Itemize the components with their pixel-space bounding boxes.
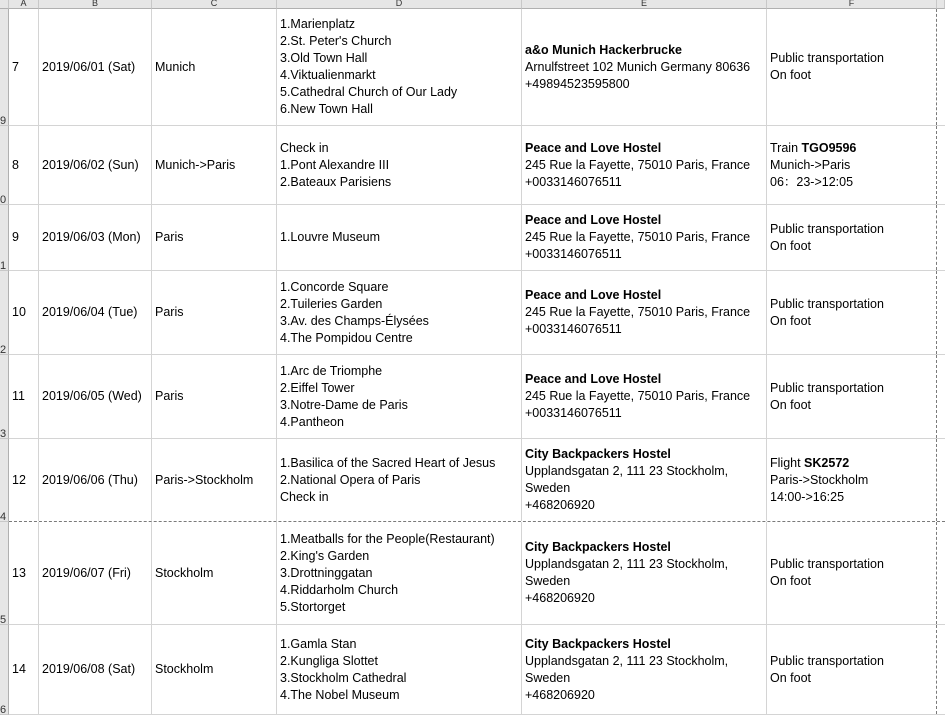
- transport-line: [770, 556, 936, 573]
- transport-text: On foot: [770, 238, 811, 253]
- column-header-d[interactable]: D: [277, 0, 522, 9]
- itinerary-cell[interactable]: [277, 355, 522, 438]
- transport-line: [770, 296, 936, 313]
- hotel-detail-line: +0033146076511: [525, 174, 622, 189]
- row-header-5[interactable]: [0, 355, 9, 439]
- row-header-label: 1: [0, 260, 7, 271]
- transport-line: [770, 472, 936, 489]
- date-text: 2019/06/01 (Sat): [42, 59, 136, 74]
- transport-cell[interactable]: [767, 625, 937, 714]
- transport-cell[interactable]: [767, 9, 937, 125]
- itinerary-cell[interactable]: [277, 625, 522, 714]
- transport-text: Public transportation: [770, 51, 884, 65]
- row-header-label: 6: [0, 704, 7, 715]
- row-header-label: 2: [0, 344, 7, 355]
- hotel-detail-line: +468206920: [525, 687, 595, 702]
- table-row: [9, 625, 945, 715]
- itinerary-line: 1.Concorde Square: [280, 279, 389, 294]
- table-row: [9, 355, 945, 439]
- hotel-detail-line: +468206920: [525, 591, 595, 605]
- column-header-f[interactable]: F: [767, 0, 937, 9]
- accommodation-cell[interactable]: [522, 355, 767, 438]
- itinerary-line: 1.Arc de Triomphe: [280, 363, 383, 378]
- hotel-detail-line: +49894523595800: [525, 76, 630, 91]
- hotel-detail-line: +0033146076511: [525, 406, 622, 420]
- table-row: [9, 522, 945, 625]
- empty-cell[interactable]: [937, 271, 945, 354]
- column-header-e[interactable]: E: [522, 0, 767, 9]
- hotel-detail-line: Arnulfstreet 102 Munich Germany 80636: [525, 59, 751, 74]
- column-header-c[interactable]: C: [152, 0, 277, 9]
- table-row: [9, 439, 945, 522]
- column-header-a[interactable]: A: [9, 0, 39, 9]
- transport-line: [770, 157, 936, 174]
- date-text: 2019/06/06 (Thu): [42, 472, 138, 487]
- hotel-name: Peace and Love Hostel: [525, 140, 662, 155]
- date-text: 2019/06/05 (Wed): [42, 389, 142, 403]
- hotel-detail-line: 245 Rue la Fayette, 75010 Paris, France: [525, 389, 751, 403]
- transport-cell[interactable]: [767, 522, 937, 624]
- itinerary-line: 2.Bateaux Parisiens: [280, 174, 392, 189]
- day-number-cell[interactable]: [9, 522, 39, 624]
- day-number: 9: [12, 230, 19, 244]
- empty-cell[interactable]: [937, 9, 945, 125]
- day-number: 11: [12, 389, 25, 403]
- date-text: 2019/06/02 (Sun): [42, 157, 139, 172]
- itinerary-line: 5.Stortorget: [280, 599, 346, 614]
- date-cell[interactable]: [39, 355, 152, 438]
- date-cell[interactable]: [39, 439, 152, 521]
- itinerary-line: 5.Cathedral Church of Our Lady: [280, 85, 458, 99]
- accommodation-cell[interactable]: [522, 205, 767, 270]
- row-header-label: 4: [0, 511, 7, 522]
- day-number-cell[interactable]: [9, 355, 39, 438]
- city-cell[interactable]: [152, 271, 277, 354]
- itinerary-line: 3.Stockholm Cathedral: [280, 670, 407, 685]
- column-header-b[interactable]: B: [39, 0, 152, 9]
- hotel-name: Peace and Love Hostel: [525, 372, 662, 386]
- hotel-detail-line: +0033146076511: [525, 247, 622, 261]
- date-cell[interactable]: [39, 126, 152, 204]
- date-cell[interactable]: [39, 522, 152, 624]
- city-cell[interactable]: [152, 205, 277, 270]
- table-row: [9, 126, 945, 205]
- day-number: 8: [12, 157, 19, 172]
- city-cell[interactable]: [152, 439, 277, 521]
- itinerary-cell[interactable]: [277, 522, 522, 624]
- transport-text: On foot: [770, 574, 811, 588]
- itinerary-line: 2.Tuileries Garden: [280, 296, 383, 311]
- itinerary-line: 4.Riddarholm Church: [280, 582, 399, 597]
- transport-cell[interactable]: [767, 439, 937, 521]
- itinerary-line: 1.Meatballs for the People(Restaurant): [280, 531, 495, 546]
- transport-text: Public transportation: [770, 296, 884, 311]
- row-header-3[interactable]: [0, 205, 9, 271]
- transport-text: Flight: [770, 455, 805, 470]
- accommodation-cell[interactable]: [522, 625, 767, 714]
- city-cell[interactable]: [152, 522, 277, 624]
- transport-text: On foot: [770, 397, 811, 412]
- day-number-cell[interactable]: [9, 625, 39, 714]
- city-cell[interactable]: [152, 9, 277, 125]
- accommodation-cell[interactable]: [522, 126, 767, 204]
- transport-text: Public transportation: [770, 221, 884, 236]
- itinerary-line: 4.The Pompidou Centre: [280, 330, 413, 345]
- hotel-name: City Backpackers Hostel: [525, 540, 671, 554]
- transport-line: [770, 489, 936, 506]
- row-header-4[interactable]: [0, 271, 9, 355]
- transport-text: Public transportation: [770, 653, 884, 668]
- row-header-label: 3: [0, 428, 7, 439]
- itinerary-cell[interactable]: [277, 126, 522, 204]
- hotel-detail-line: 245 Rue la Fayette, 75010 Paris, France: [525, 230, 751, 244]
- date-cell[interactable]: [39, 271, 152, 354]
- city-text: Paris->Stockholm: [155, 472, 254, 487]
- transport-line: [770, 67, 936, 84]
- itinerary-cell[interactable]: [277, 9, 522, 125]
- row-header-2[interactable]: [0, 126, 9, 205]
- day-number: 7: [12, 59, 19, 74]
- itinerary-cell[interactable]: [277, 205, 522, 270]
- transport-text: Munich->Paris: [770, 157, 851, 172]
- column-header-g[interactable]: [937, 0, 945, 9]
- transport-text: On foot: [770, 670, 811, 685]
- itinerary-line: 3.Old Town Hall: [280, 51, 368, 65]
- date-cell[interactable]: [39, 205, 152, 270]
- day-number: 12: [12, 472, 26, 487]
- date-cell[interactable]: [39, 625, 152, 714]
- itinerary-cell[interactable]: [277, 439, 522, 521]
- date-cell[interactable]: [39, 9, 152, 125]
- day-number: 14: [12, 662, 26, 676]
- city-text: Paris: [155, 230, 184, 244]
- transport-line: [770, 50, 936, 67]
- itinerary-line: 1.Gamla Stan: [280, 636, 357, 651]
- itinerary-line: 2.St. Peter's Church: [280, 34, 392, 48]
- transport-line: [770, 455, 936, 472]
- transport-code: TGO9596: [801, 140, 857, 155]
- city-text: Munich->Paris: [155, 157, 236, 172]
- row-header-6[interactable]: [0, 439, 9, 522]
- row-header-label: 0: [0, 194, 7, 205]
- empty-cell[interactable]: [937, 126, 945, 204]
- transport-cell[interactable]: [767, 355, 937, 438]
- empty-cell[interactable]: [937, 522, 945, 624]
- transport-line: [770, 313, 936, 330]
- table-row: [9, 9, 945, 126]
- city-cell[interactable]: [152, 625, 277, 714]
- itinerary-line: 3.Notre-Dame de Paris: [280, 397, 408, 412]
- itinerary-line: 1.Marienplatz: [280, 17, 356, 31]
- day-number-cell[interactable]: [9, 126, 39, 204]
- row-header-label: 9: [0, 115, 7, 126]
- date-text: 2019/06/08 (Sat): [42, 662, 136, 676]
- hotel-detail-line: 245 Rue la Fayette, 75010 Paris, France: [525, 157, 751, 172]
- city-text: Stockholm: [155, 662, 214, 676]
- city-text: Paris: [155, 389, 184, 403]
- transport-line: [770, 140, 936, 157]
- empty-cell[interactable]: [937, 625, 945, 714]
- transport-text: Train: [770, 140, 802, 155]
- hotel-detail-line: +468206920: [525, 498, 595, 512]
- day-number: 10: [12, 305, 26, 319]
- hotel-name: City Backpackers Hostel: [525, 636, 671, 651]
- transport-line: [770, 653, 936, 670]
- transport-line: [770, 238, 936, 255]
- accommodation-cell[interactable]: [522, 271, 767, 354]
- accommodation-cell[interactable]: [522, 9, 767, 125]
- transport-cell[interactable]: [767, 271, 937, 354]
- itinerary-line: 4.Viktualienmarkt: [280, 68, 376, 82]
- itinerary-line: 4.Pantheon: [280, 414, 344, 429]
- hotel-detail-line: Upplandsgatan 2, 111 23 Stockholm,: [525, 653, 729, 668]
- empty-cell[interactable]: [937, 439, 945, 521]
- transport-code: SK2572: [804, 455, 850, 470]
- transport-text: Public transportation: [770, 380, 884, 395]
- accommodation-cell[interactable]: [522, 522, 767, 624]
- itinerary-line: 2.Eiffel Tower: [280, 380, 355, 395]
- row-header-label: 5: [0, 614, 7, 625]
- day-number-cell[interactable]: [9, 9, 39, 125]
- transport-line: [770, 573, 936, 590]
- table-row: [9, 205, 945, 271]
- hotel-name: City Backpackers Hostel: [525, 447, 671, 461]
- day-number-cell[interactable]: [9, 271, 39, 354]
- city-text: Paris: [155, 305, 184, 319]
- itinerary-line: 4.The Nobel Museum: [280, 687, 400, 702]
- date-text: 2019/06/04 (Tue): [42, 305, 138, 319]
- transport-text: On foot: [770, 68, 811, 82]
- itinerary-line: 6.New Town Hall: [280, 102, 373, 116]
- hotel-detail-line: Sweden: [525, 574, 571, 588]
- day-number-cell[interactable]: [9, 205, 39, 270]
- row-header-1[interactable]: [0, 9, 9, 126]
- itinerary-line: 2.National Opera of Paris: [280, 472, 421, 487]
- empty-cell[interactable]: [937, 205, 945, 270]
- itinerary-line: 1.Pont Alexandre III: [280, 157, 390, 172]
- hotel-name: Peace and Love Hostel: [525, 213, 662, 227]
- city-text: Munich: [155, 59, 196, 74]
- transport-text: Paris->Stockholm: [770, 472, 869, 487]
- itinerary-cell[interactable]: [277, 271, 522, 354]
- hotel-detail-line: Sweden: [525, 670, 571, 685]
- hotel-detail-line: Upplandsgatan 2, 111 23 Stockholm,: [525, 464, 729, 478]
- transport-line: [770, 380, 936, 397]
- transport-cell[interactable]: [767, 205, 937, 270]
- hotel-name: a&o Munich Hackerbrucke: [525, 42, 682, 57]
- hotel-detail-line: Upplandsgatan 2, 111 23 Stockholm,: [525, 557, 729, 571]
- transport-line: [770, 670, 936, 687]
- city-text: Stockholm: [155, 565, 214, 580]
- transport-line: [770, 397, 936, 414]
- transport-line: [770, 174, 936, 191]
- hotel-detail-line: Sweden: [525, 481, 571, 495]
- city-cell[interactable]: [152, 355, 277, 438]
- hotel-name: Peace and Love Hostel: [525, 288, 662, 302]
- itinerary-line: 2.Kungliga Slottet: [280, 653, 378, 668]
- hotel-detail-line: 245 Rue la Fayette, 75010 Paris, France: [525, 305, 751, 319]
- accommodation-cell[interactable]: [522, 439, 767, 521]
- select-all-corner[interactable]: [0, 0, 9, 9]
- transport-text: 14:00->16:25: [770, 489, 845, 504]
- transport-line: [770, 221, 936, 238]
- transport-text: 06：23->12:05: [770, 174, 854, 189]
- itinerary-line: Check in: [280, 489, 329, 504]
- itinerary-line: 3.Drottninggatan: [280, 565, 373, 580]
- transport-text: On foot: [770, 313, 811, 328]
- table-row: [9, 271, 945, 355]
- itinerary-line: Check in: [280, 140, 329, 155]
- empty-cell[interactable]: [937, 355, 945, 438]
- transport-text: Public transportation: [770, 557, 884, 571]
- itinerary-line: 3.Av. des Champs-Élysées: [280, 313, 429, 328]
- hotel-detail-line: +0033146076511: [525, 322, 622, 336]
- row-header-8[interactable]: [0, 625, 9, 715]
- itinerary-line: 1.Basilica of the Sacred Heart of Jesus: [280, 455, 496, 470]
- transport-cell[interactable]: [767, 126, 937, 204]
- date-text: 2019/06/07 (Fri): [42, 565, 131, 580]
- itinerary-line: 1.Louvre Museum: [280, 230, 381, 244]
- day-number-cell[interactable]: [9, 439, 39, 521]
- itinerary-line: 2.King's Garden: [280, 548, 370, 563]
- date-text: 2019/06/03 (Mon): [42, 230, 141, 244]
- row-header-7[interactable]: [0, 522, 9, 625]
- city-cell[interactable]: [152, 126, 277, 204]
- day-number: 13: [12, 565, 26, 580]
